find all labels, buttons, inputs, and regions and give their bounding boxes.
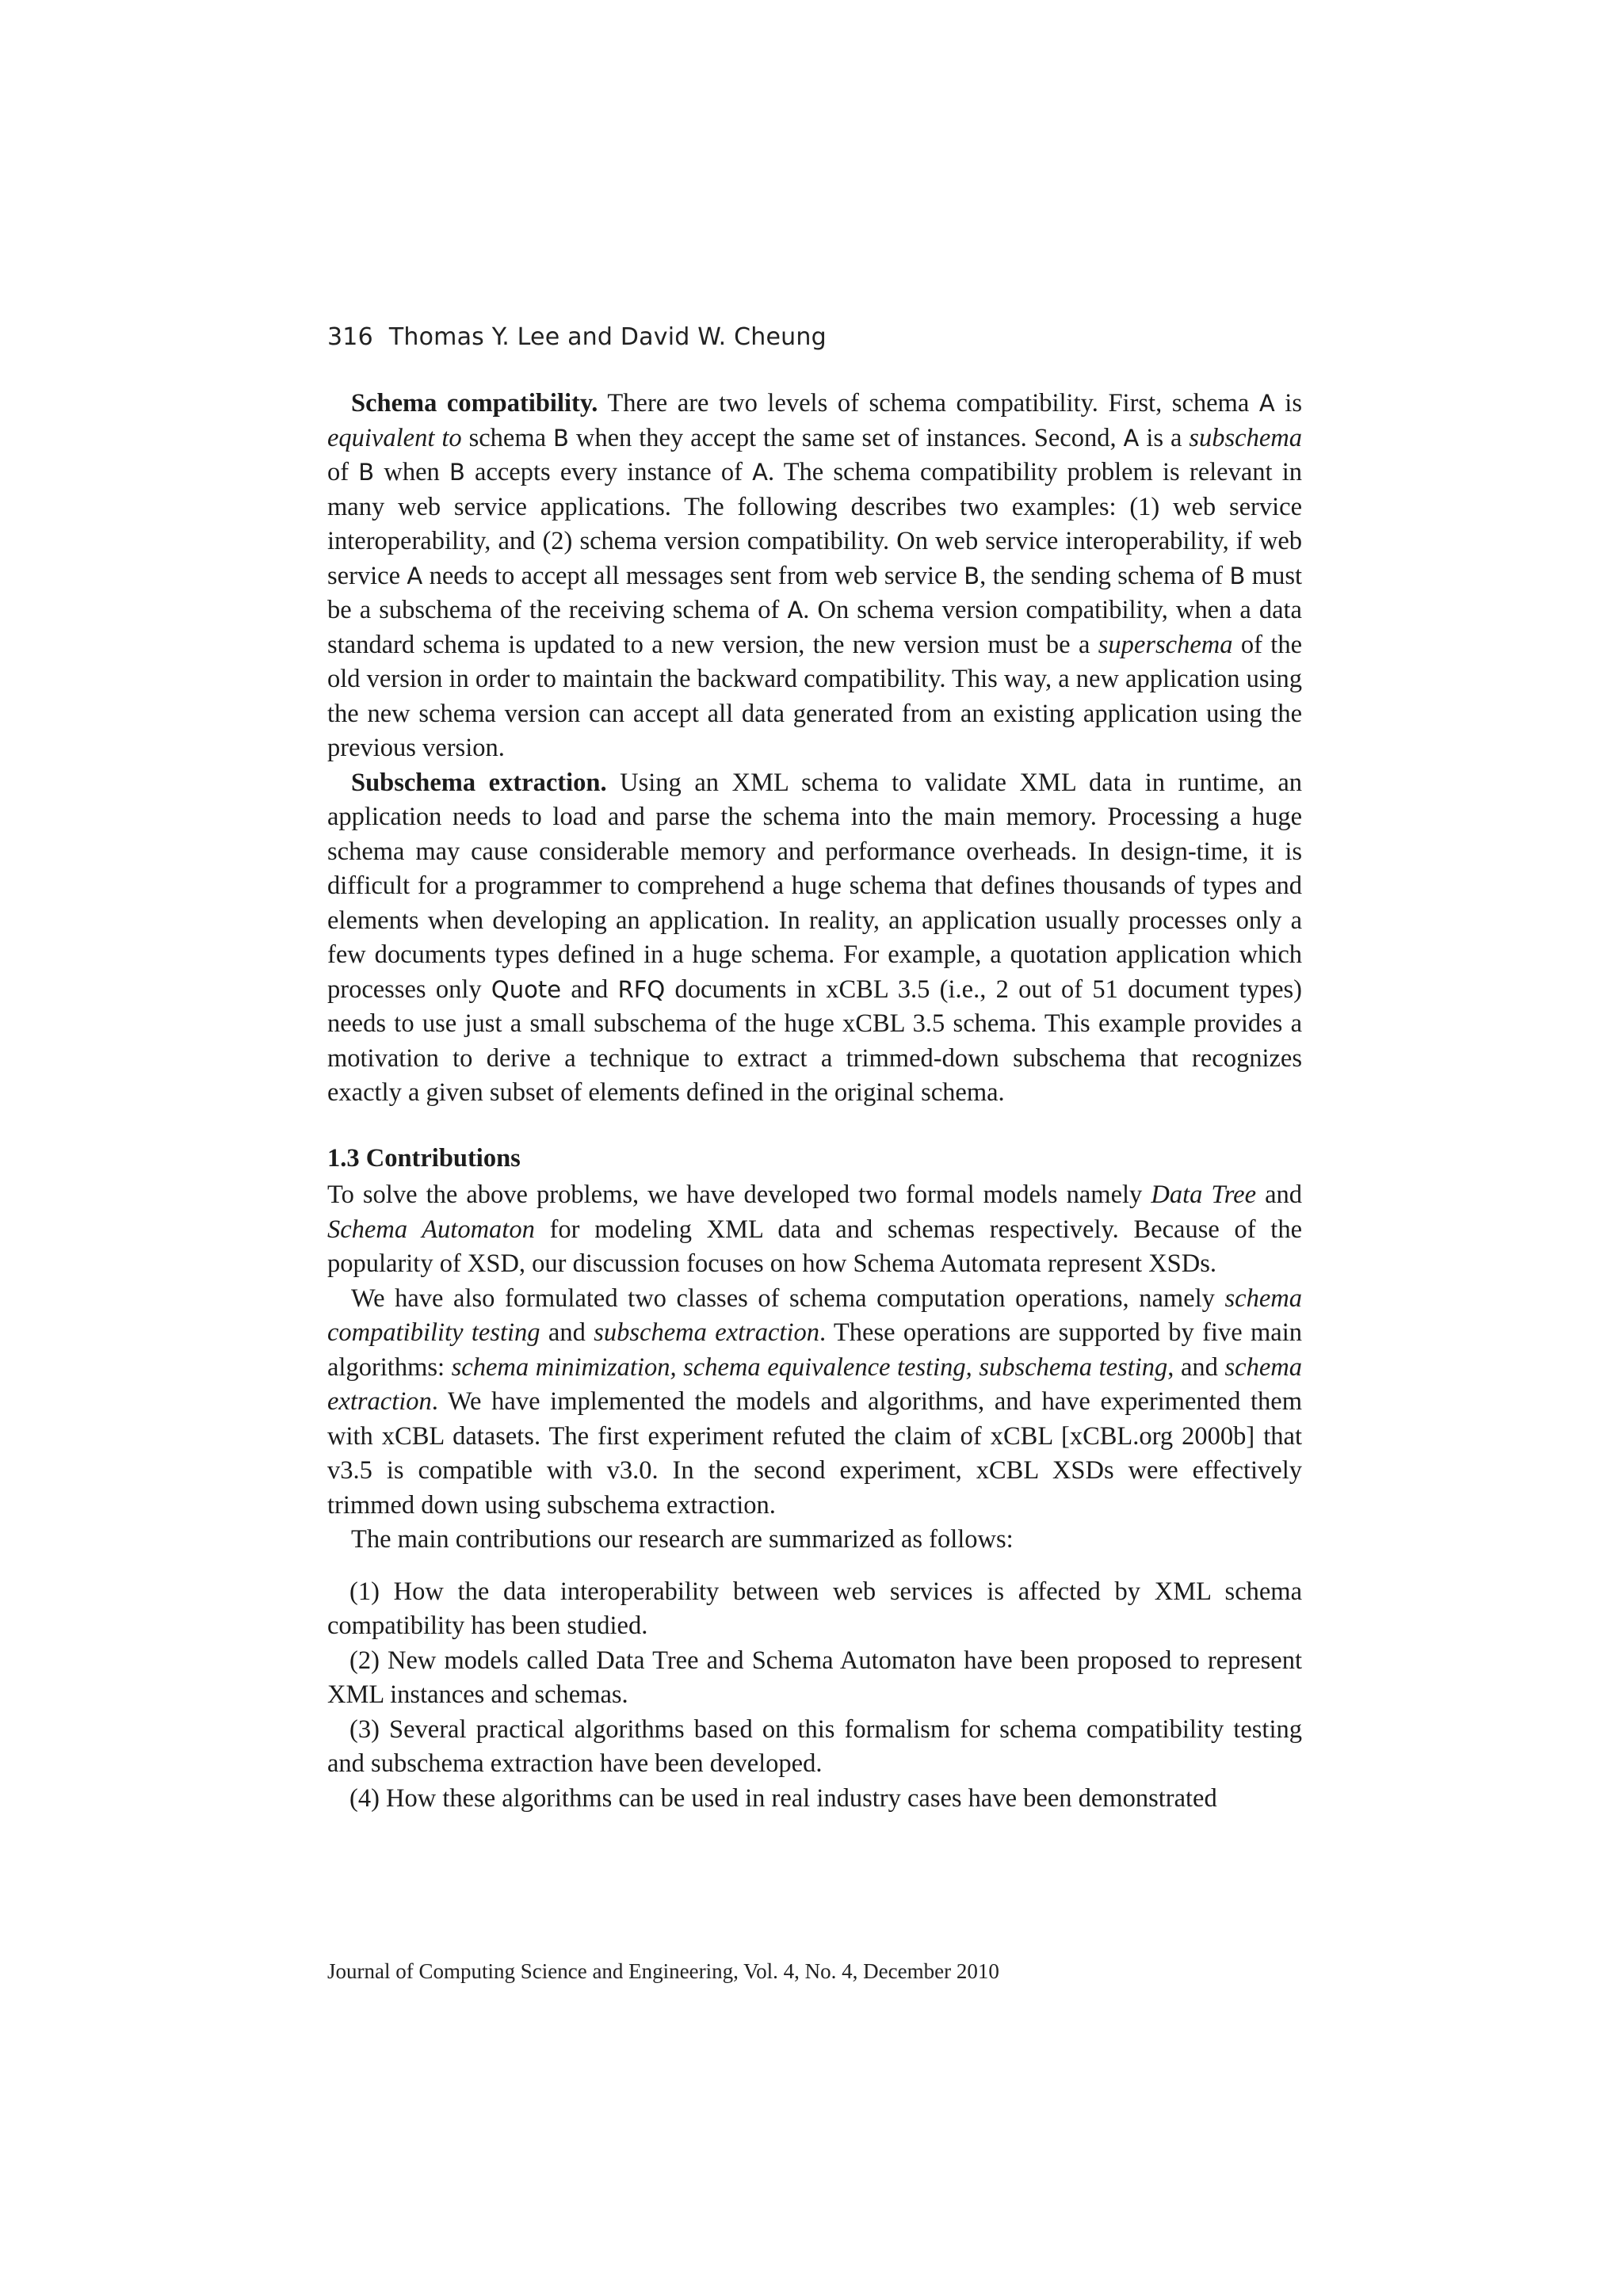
contributions-list	[327, 1575, 1302, 1817]
paragraph-operations: We have also formulated two classes of schema computation operations, namely schema compatibility testing and subschema extraction. These operations are supported by five main algorithms: schema minimization, schema equivalence testing, subschema testing, and schema extraction. We have implemented the models and algorithms, and have experimented them with xCBL datasets. The first experiment refuted the claim of xCBL [xCBL.org 2000b] that v3.5 is compatible with v3.0. In the second experiment, xCBL XSDs were effectively trimmed down using subschema extraction.	[327, 1283, 1302, 1520]
paragraph-contributions-intro: To solve the above problems, we have developed two formal models namely Data Tree and Schema Automaton for modeling XML data and schemas respectively. Because of the popularity of XSD, our discussion focuses on how Schema Automata represent XSDs.	[327, 1180, 1302, 1278]
paragraph-lead: Subschema extraction.	[351, 768, 607, 797]
paragraph-lead: Schema compatibility.	[351, 389, 598, 418]
page-number: 316	[327, 323, 373, 351]
list-item: (1) How the data interoperability between web services is affected by XML schema compatibility has been studied.	[327, 1577, 1302, 1640]
running-head	[327, 323, 827, 351]
paragraph-summary-lead: The main contributions our research are summarized as follows:	[351, 1525, 1014, 1554]
paragraph-subschema-extraction: Subschema extraction. Using an XML schema to validate XML data in runtime, an application needs to load and parse the schema into the main memory. Processing a huge schema may cause considerable memory and performance overheads. In design-time, it is difficult for a programmer to comprehend a huge schema that defines thousands of types and elements when developing an application. In reality, an application usually processes only a few documents types defined in a huge schema. For example, a quotation application which processes only Quote and RFQ documents in xCBL 3.5 (i.e., 2 out of 51 document types) needs to use just a small subschema of the huge xCBL 3.5 schema. This example provides a motivation to derive a technique to extract a trimmed-down subschema that recognizes exactly a given subset of elements defined in the original schema.	[327, 768, 1302, 1107]
list-item: (2) New models called Data Tree and Schema Automaton have been proposed to represent XML instances and schemas.	[327, 1646, 1302, 1709]
body-text	[327, 387, 1302, 1816]
paragraph-schema-compatibility: Schema compatibility. There are two levels of schema compatibility. First, schema A is equivalent to schema B when they accept the same set of instances. Second, A is a subschema of B when B accepts every instance of A. The schema compatibility problem is relevant in many web service applications. The following describes two examples: (1) web service interoperability, and (2) schema version compatibility. On web service interoperability, if web service A needs to accept all messages sent from web service B, the sending schema of B must be a subschema of the receiving schema of A. On schema version compatibility, when a data standard schema is updated to a new version, the new version must be a superschema of the old version in order to maintain the backward compatibility. This way, a new application using the new schema version can accept all data generated from an existing application using the previous version.	[327, 389, 1303, 762]
list-item: (3) Several practical algorithms based on this formalism for schema compatibility testing and subschema extraction have been developed.	[327, 1714, 1302, 1778]
journal-footer: Journal of Computing Science and Engineering, Vol. 4, No. 4, December 2010	[327, 1959, 999, 1983]
author-names: Thomas Y. Lee and David W. Cheung	[388, 323, 827, 351]
section-heading: 1.3 Contributions	[327, 1143, 521, 1173]
list-item: (4) How these algorithms can be used in real industry cases have been demonstrated	[349, 1783, 1217, 1813]
